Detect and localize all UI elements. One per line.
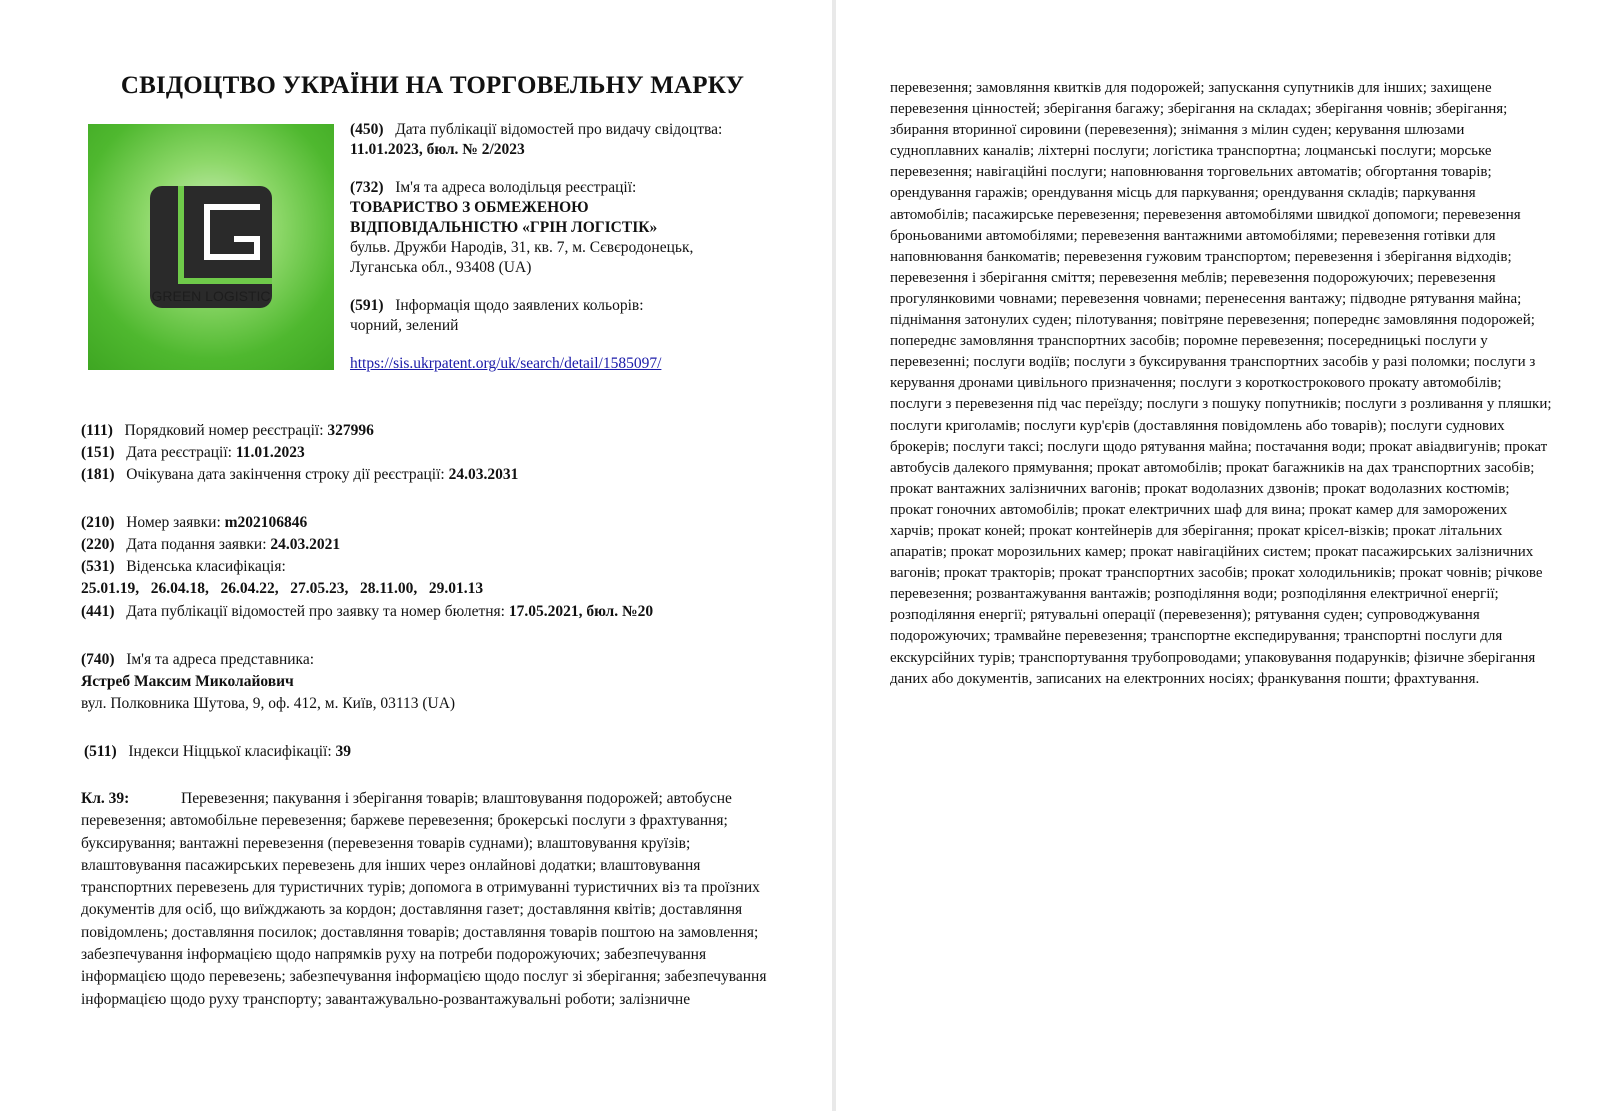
field-591 bbox=[350, 296, 644, 316]
field-210: (210) Номер заявки: m202106846 bbox=[81, 514, 308, 531]
class-39-text-right: перевезення; замовляння квитків для подорожей; запускання супутників для інших; захищене перевезення цінностей; зберігання багажу; зберігання на складах; зберігання човнів; зберігання; збирання вторинної сировини (перевезення); знімання з мілин суден; керування шлюзами судноплавних каналів; ліхтерні послуги; логістика транспортна; лоцманські послуги; морське перевезення; навігаційні послуги; наповнювання торговельних автоматів; обгортання товарів; орендування гаражів; орендування місць для паркування; орендування складів; паркування автомобілів; пасажирське перевезення; перевезення автомобілями швидкої допомоги; перевезення броньованими автомобілями; перевезення вантажними автомобілями; перевезення готівки для наповнювання банкоматів; перевезення гужовим транспортом; перевезення і зберігання відходів; перевезення і зберігання сміття; перевезення меблів; перевезення подорожуючих; перевезення прогулянковими човнами; перевезення човнами; перенесення вантажу; підводне рятування майна; піднімання затонулих суден; пілотування; повітряне перевезення; попереднє замовляння подорожей; попереднє замовляння транспортних засобів; поромне перевезення; посередницькі послуги у перевезенні; послуги водіїв; послуги з буксирування транспортних засобів у разі поломки; послуги з керування дронами цивільного призначення; послуги з короткострокового прокату автомобілів; послуги з перевезення під час переїзду; послуги з пошуку попутників; послуги з розливання у пляшки; послуги криголамів; послуги кур'єрів (доставляння повідомлень або товарів); послуги суднових брокерів; послуги таксі; послуги щодо рятування майна; постачання води; прокат авіадвигунів; прокат автобусів далекого прямування; прокат автомобілів; прокат багажників на дах транспортних засобів; прокат вантажних залізничних вагонів; прокат водолазних дзвонів; прокат водолазних костюмів; прокат гоночних автомобілів; прокат електричних шаф для вина; прокат камер для заморожених харчів; прокат коней; прокат контейнерів для зберігання; прокат крісел-візків; прокат літальних апаратів; прокат морозильних камер; прокат навігаційних систем; прокат пасажирських залізничних вагонів; прокат тракторів; прокат транспортних засобів; прокат холодильників; прокат човнів; річкове перевезення; розвантажування вантажів; розподіляння води; розподіляння електричної енергії; розподіляння енергії; рятувальні операції (перевезення); рятування суден; супроводжування подорожуючих; трамвайне перевезення; транспортне експедирування; транспортні послуги для екскурсійних турів; транспортування трубопроводами; упаковування подарунків; фізичне зберігання даних або документів, записаних на електронних носіях; франкування пошти; фрахтування. bbox=[890, 80, 1552, 687]
field-511: (511) Індекси Ніццької класифікації: 39 bbox=[84, 743, 352, 760]
field-220: (220) Дата подання заявки: 24.03.2021 bbox=[81, 536, 341, 553]
ukrpatent-link[interactable]: https://sis.ukrpatent.org/uk/search/detail/1585097/ bbox=[350, 355, 662, 372]
colors-value: чорний, зелений bbox=[350, 317, 459, 334]
field-111: (111) Порядковий номер реєстрації: 327996 bbox=[81, 422, 374, 439]
field-441: (441) Дата публікації відомостей про заявку та номер бюлетня: 17.05.2021, бюл. №20 bbox=[81, 603, 654, 620]
field-450 bbox=[350, 120, 722, 140]
field-code: (450) bbox=[350, 121, 384, 138]
owner-name-line2: ВІДПОВІДАЛЬНІСТЮ «ГРІН ЛОГІСТІК» bbox=[350, 219, 658, 236]
representative-address: вул. Полковника Шутова, 9, оф. 412, м. Київ, 03113 (UA) bbox=[81, 695, 456, 712]
field-label: Інформація щодо заявлених кольорів: bbox=[395, 297, 644, 314]
field-code: (732) bbox=[350, 179, 384, 196]
trademark-logo bbox=[88, 124, 334, 370]
document-page-right bbox=[836, 0, 1600, 1111]
owner-address-line2: Луганська обл., 93408 (UA) bbox=[350, 259, 532, 276]
page-title: СВІДОЦТВО УКРАЇНИ НА ТОРГОВЕЛЬНУ МАРКУ bbox=[120, 72, 745, 99]
vienna-classes: 25.01.19, 26.04.18, 26.04.22, 27.05.23, 28.11.00, 29.01.13 bbox=[81, 580, 484, 597]
representative-name: Ястреб Максим Миколайович bbox=[81, 673, 294, 690]
field-732 bbox=[350, 178, 636, 198]
field-740: (740) Ім'я та адреса представника: bbox=[81, 651, 315, 668]
class-services-left: Перевезення; пакування і зберігання товарів; влаштовування подорожей; автобусне перевезення; автомобільне перевезення; баржеве перевезення; брокерські послуги з фрахтування; буксирування; вантажні перевезення (перевезення товарів суднами); влаштовування круїзів; влаштовування пасажирських перевезень для інших через онлайнові додатки; влаштовування транспортних перевезень для туристичних турів; допомога в отримуванні туристичних віз та проїзних документів для осіб, що виїжджають за кордон; доставляння газет; доставляння квітів; доставляння повідомлень; доставляння посилок; доставляння товарів; доставляння товарів поштою на замовлення; забезпечування інформацією щодо напрямків руху на потреби подорожуючих; забезпечування інформацією щодо перевезень; забезпечування інформацією щодо послуг зі зберігання; забезпечування інформацією щодо руху транспорту; завантажувально-розвантажувальні роботи; залізничне bbox=[81, 790, 767, 1008]
field-label: Ім'я та адреса володільця реєстрації: bbox=[395, 179, 637, 196]
logo-text: GREEN LOGISTIC bbox=[151, 288, 271, 304]
field-450-value: 11.01.2023, бюл. № 2/2023 bbox=[350, 141, 525, 158]
owner-address-line1: бульв. Дружби Народів, 31, кв. 7, м. Сєвєродонецьк, bbox=[350, 239, 694, 256]
owner-name-line1: ТОВАРИСТВО З ОБМЕЖЕНОЮ bbox=[350, 199, 589, 216]
field-181: (181) Очікувана дата закінчення строку дії реєстрації: 24.03.2031 bbox=[81, 466, 519, 483]
field-label: Дата публікації відомостей про видачу свідоцтва: bbox=[395, 121, 723, 138]
field-151: (151) Дата реєстрації: 11.01.2023 bbox=[81, 444, 305, 461]
class-39-text-left bbox=[81, 788, 781, 1011]
class-label: Кл. 39: bbox=[81, 790, 130, 807]
field-code: (591) bbox=[350, 297, 384, 314]
field-531: (531) Віденська класифікація: bbox=[81, 558, 286, 575]
